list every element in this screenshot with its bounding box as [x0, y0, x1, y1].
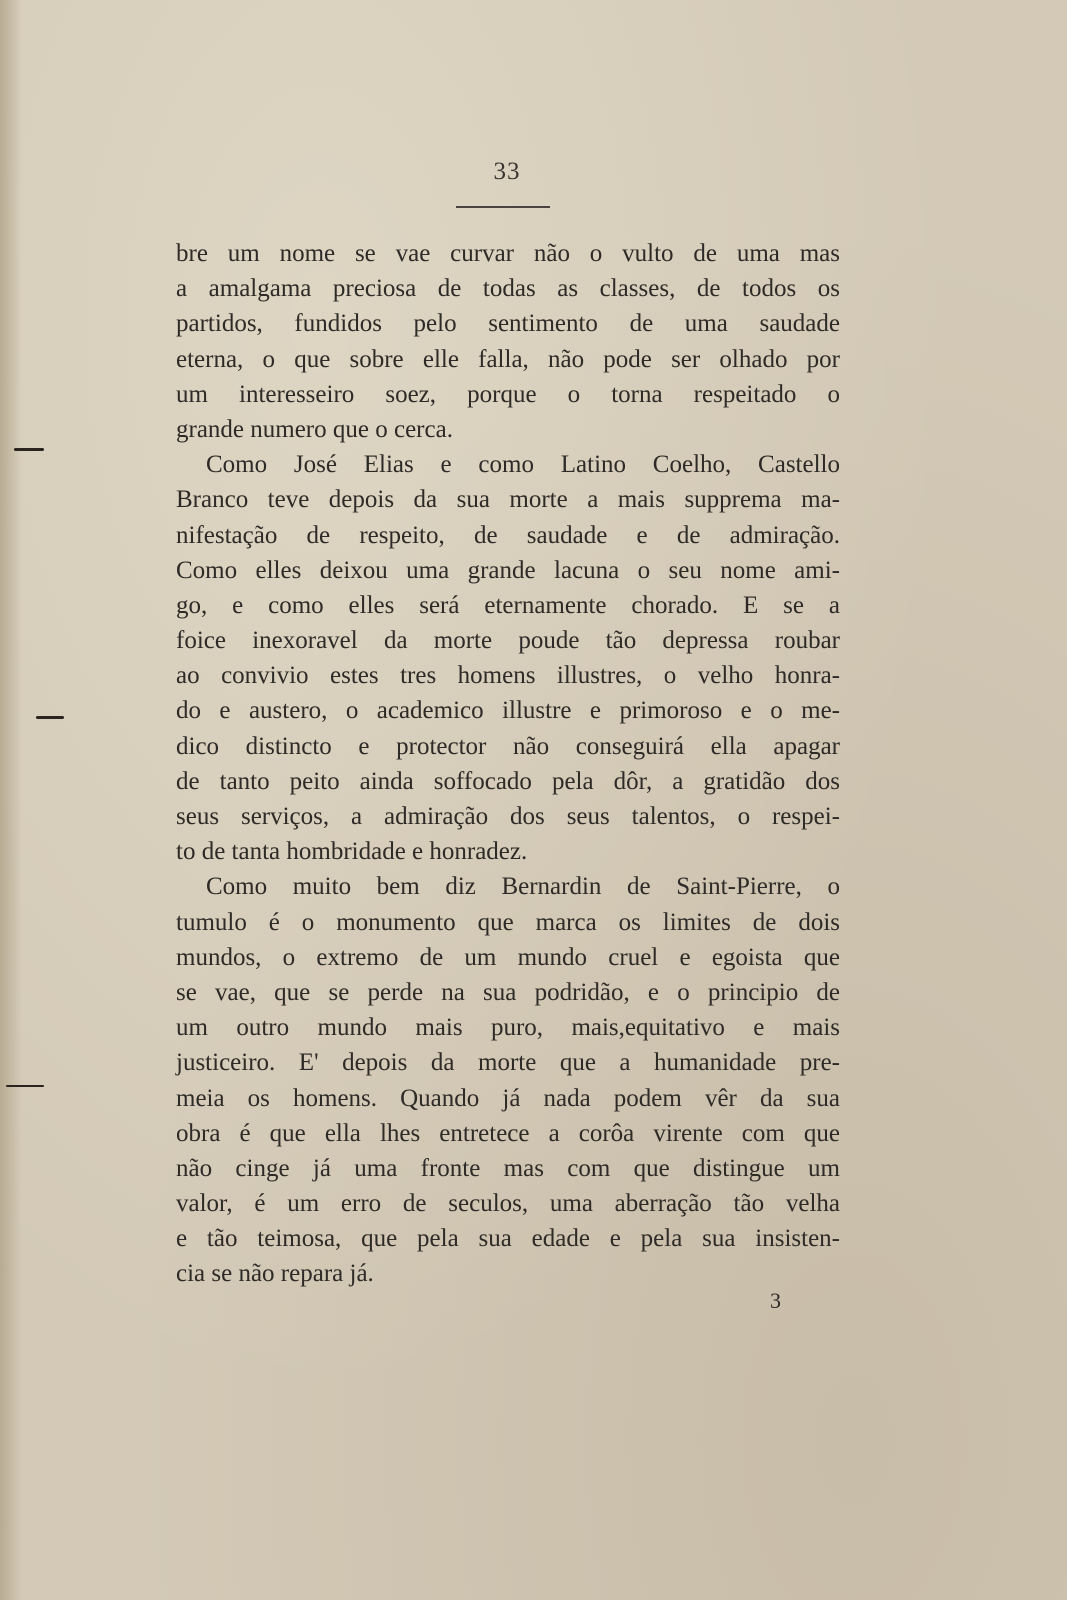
text-line: não cinge já uma fronte mas com que distingue um — [176, 1154, 840, 1182]
text-line: Branco teve depois da sua morte a mais supprema ma- — [176, 486, 840, 514]
text-line: grande numero que o cerca. — [176, 415, 453, 443]
page-number: 33 — [493, 158, 521, 185]
text-line: se vae, que se perde na sua podridão, e o principio de — [176, 978, 840, 1006]
text-line: do e austero, o academico illustre e primoroso e o me- — [176, 697, 840, 725]
text-line: foice inexoravel da morte poude tão depressa roubar — [176, 627, 840, 655]
text-line: valor, é um erro de seculos, uma aberração tão velha — [176, 1190, 840, 1218]
text-line: um outro mundo mais puro, mais,equitativo e mais — [176, 1014, 840, 1042]
text-line: e tão teimosa, que pela sua edade e pela sua insisten- — [176, 1225, 840, 1253]
header-rule — [456, 206, 550, 208]
text-line: mundos, o extremo de um mundo cruel e egoista que — [176, 943, 840, 971]
text-line: seus serviços, a admiração dos seus talentos, o respei- — [176, 803, 840, 830]
text-line: de tanto peito ainda soffocado pela dôr, a gratidão dos — [176, 767, 840, 795]
signature-mark: 3 — [770, 1288, 781, 1313]
text-line: go, e como elles será eternamente chorado. E se a — [176, 591, 840, 619]
text-line: eterna, o que sobre elle falla, não pode ser olhado por — [176, 345, 840, 373]
text-line: tumulo é o monumento que marca os limites de dois — [176, 908, 840, 936]
margin-ink-mark — [14, 448, 44, 451]
text-line: to de tanta hombridade e honradez. — [176, 838, 528, 866]
margin-ink-mark — [36, 716, 64, 719]
body-text — [176, 236, 840, 1292]
text-line: partidos, fundidos pelo sentimento de uma saudade — [176, 310, 840, 338]
text-line: ao convivio estes tres homens illustres, o velho honra- — [176, 662, 840, 690]
text-line: um interesseiro soez, porque o torna respeitado o — [176, 380, 840, 408]
text-line: bre um nome se vae curvar não o vulto de uma mas — [176, 240, 840, 267]
text-line: justiceiro. E' depois da morte que a humanidade pre- — [176, 1049, 840, 1077]
text-line: Como elles deixou uma grande lacuna o seu nome ami- — [176, 556, 840, 584]
page-spine-shadow — [0, 0, 22, 1600]
text-line: obra é que ella lhes entretece a corôa virente com que — [176, 1119, 840, 1147]
text-line: a amalgama preciosa de todas as classes, de todos os — [176, 275, 840, 303]
text-line: Como muito bem diz Bernardin de Saint-Pierre, o — [206, 873, 840, 901]
margin-ink-mark — [6, 1085, 44, 1087]
text-line: meia os homens. Quando já nada podem vêr da sua — [176, 1084, 840, 1112]
text-line: dico distincto e protector não conseguirá ella apagar — [176, 732, 840, 760]
text-line: nifestação de respeito, de saudade e de admiração. — [176, 521, 840, 549]
text-line: cia se não repara já. — [176, 1260, 374, 1288]
text-line: Como José Elias e como Latino Coelho, Castello — [206, 451, 840, 479]
